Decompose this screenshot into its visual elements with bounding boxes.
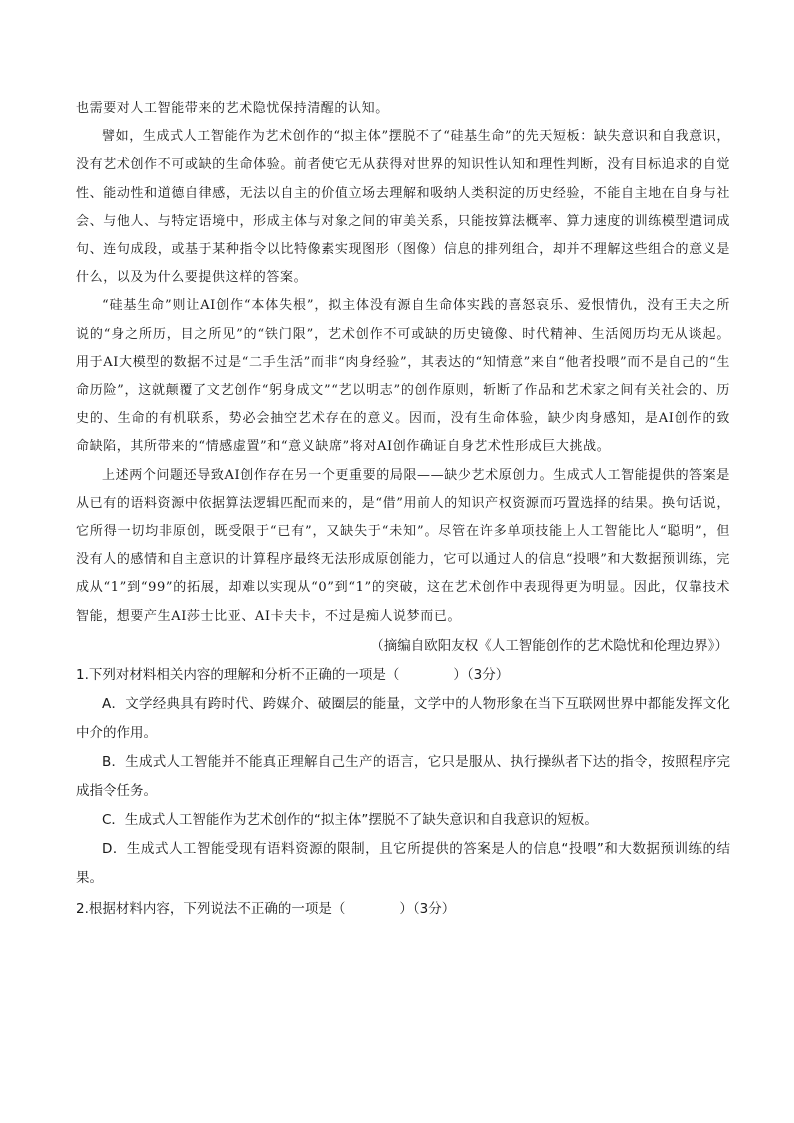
question-2-stem: 2.根据材料内容，下列说法不正确的一项是（ ）（3分）	[76, 900, 456, 917]
question-1-option-a: A．文学经典具有跨时代、跨媒介、破圈层的能量，文学中的人物形象在当下互联网世界中都能发挥文化中介的作用。	[76, 695, 730, 741]
passage-paragraph-2: “硅基生命”则让AI创作“本体失根”，拟主体没有源自生命体实践的喜怒哀乐、爱恨情仇，没有王夫之所说的“身之所历，目之所见”的“铁门限”，艺术创作不可或缺的历史镜像、时代精神、生活阅历均无从谈起。用于AI大模型的数据不过是“二手生活”而非“肉身经验”，其表达的“知情意”来自“他者投喂”而不是自己的“生命历险”，这就颠覆了文艺创作“躬身成文”“艺以明志”的创作原则，斩断了作品和艺术家之间有关社会的、历史的、生命的有机联系，势必会抽空艺术存在的意义。因而，没有生命体验，缺少肉身感知，是AI创作的致命缺陷，其所带来的“情感虚置”和“意义缺席”将对AI创作确证自身艺术性形成巨大挑战。	[76, 298, 730, 455]
passage-paragraph-1: 譬如，生成式人工智能作为艺术创作的“拟主体”摆脱不了“硅基生命”的先天短板：缺失意识和自我意识，没有艺术创作不可或缺的生命体验。前者使它无从获得对世界的知识性认知和理性判断，没有目标追求的自觉性、能动性和道德自律感，无法以自主的价值立场去理解和吸纳人类积淀的历史经验，不能自主地在自身与社会、与他人、与特定语境中，形成主体与对象之间的审美关系，只能按算法概率、算力速度的训练模型遣词成句、连句成段，或基于某种指令以比特像素实现图形（图像）信息的排列组合，却并不理解这些组合的意义是什么，以及为什么要提供这样的答案。	[76, 129, 730, 286]
question-1-option-d: D．生成式人工智能受现有语料资源的限制，且它所提供的答案是人的信息“投喂”和大数据预训练的结果。	[76, 840, 730, 886]
question-1-option-c: C．生成式人工智能作为艺术创作的“拟主体”摆脱不了缺失意识和自我意识的短板。	[102, 811, 598, 828]
question-1-option-b: B．生成式人工智能并不能真正理解自己生产的语言，它只是服从、执行操纵者下达的指令，按照程序完成指令任务。	[76, 753, 730, 799]
passage-source: （摘编自欧阳友权《人工智能创作的艺术隐忧和伦理边界》）	[370, 637, 728, 654]
passage-paragraph-0: 也需要对人工智能带来的艺术隐忧保持清醒的认知。	[76, 101, 389, 116]
question-1-stem: 1.下列对材料相关内容的理解和分析不正确的一项是（ ）（3分）	[76, 666, 510, 683]
passage-paragraph-3: 上述两个问题还导致AI创作存在另一个更重要的局限——缺少艺术原创力。生成式人工智能提供的答案是从已有的语料资源中依据算法逻辑匹配而来的，是“借”用前人的知识产权资源而巧置选择的结果。换句话说，它所得一切均非原创，既受限于“已有”，又缺失于“未知”。尽管在许多单项技能上人工智能比人“聪明”，但没有人的感情和自主意识的计算程序最终无法形成原创能力，它可以通过人的信息“投喂”和大数据预训练，完成从“1”到“99”的拓展，却难以实现从“0”到“1”的突破，这在艺术创作中表现得更为明显。因此，仅靠技术智能，想要产生AI莎士比亚、AI卡夫卡，不过是痴人说梦而已。	[76, 467, 730, 624]
